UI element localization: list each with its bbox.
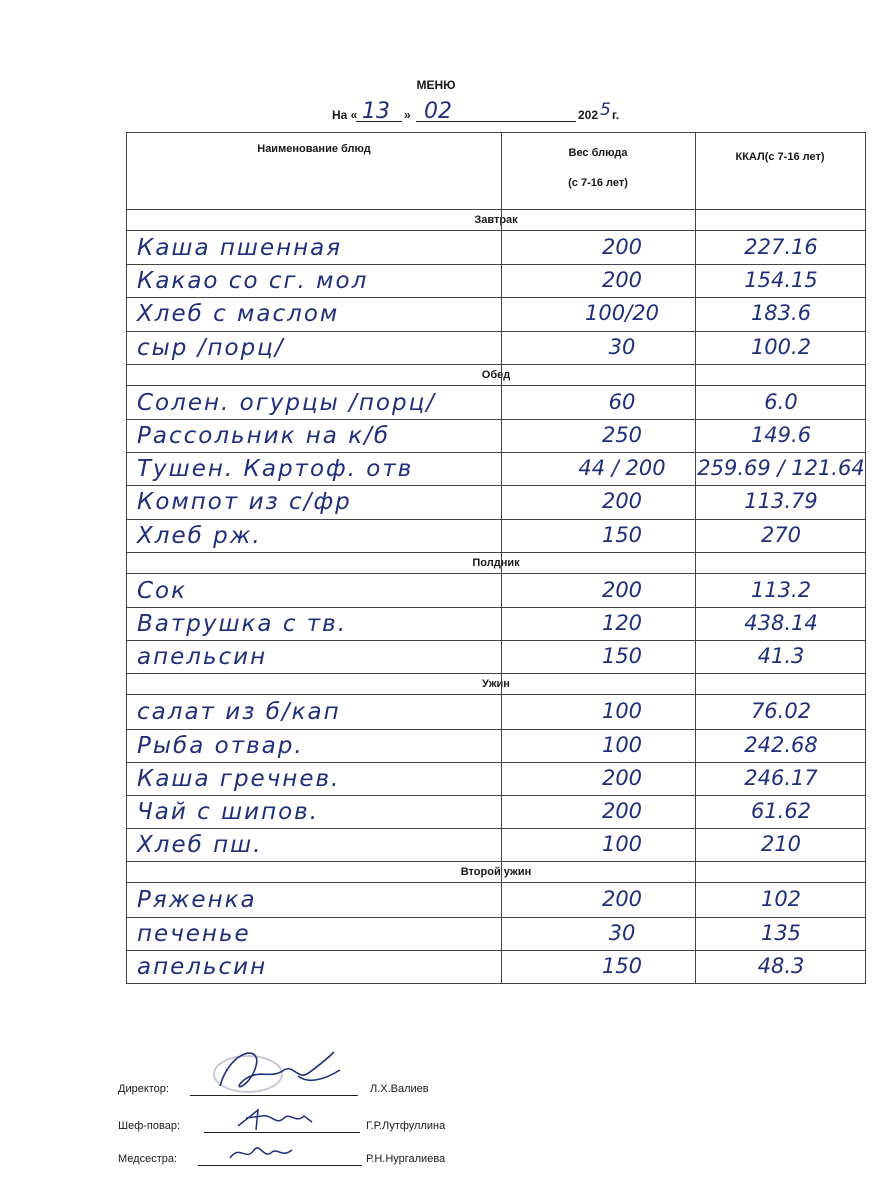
dish-kcal: 438.14	[744, 611, 818, 635]
signature-role: Шеф-повар:	[118, 1120, 180, 1132]
date-year-digit: 5	[600, 100, 611, 120]
dish-name: печенье	[137, 920, 251, 947]
meal-section-title: Завтрак	[127, 209, 865, 231]
dish-kcal: 100.2	[750, 334, 812, 359]
dish-weight: 200	[601, 887, 643, 912]
director-signature	[200, 1040, 360, 1100]
signature-person: Л.Х.Валиев	[370, 1083, 429, 1095]
date-quote-close: »	[404, 108, 411, 122]
signature-role: Медсестра:	[118, 1153, 178, 1165]
date-prefix: На «	[332, 108, 358, 122]
nurse-signature	[226, 1140, 296, 1166]
dish-name: Чай с шипов.	[137, 799, 320, 825]
header-weight: Вес блюда	[568, 147, 628, 159]
dish-kcal: 270	[760, 522, 802, 547]
dish-name: Сок	[137, 577, 188, 604]
dish-weight: 150	[601, 644, 643, 669]
dish-name: апельсин	[137, 644, 268, 671]
dish-kcal: 259.69 / 121.64	[697, 456, 865, 481]
dish-weight: 60	[608, 389, 636, 414]
dish-name: Компот из с/фр	[137, 489, 352, 516]
date-year-prefix: 202	[578, 108, 599, 122]
dish-name: салат из б/кап	[137, 699, 341, 726]
date-month: 02	[424, 99, 452, 124]
dish-kcal: 135	[760, 920, 802, 945]
dish-weight: 250	[601, 423, 643, 447]
dish-kcal: 154.15	[744, 268, 818, 293]
dish-weight: 30	[608, 334, 636, 359]
dish-weight: 150	[601, 522, 643, 547]
dish-weight: 44 / 200	[578, 456, 666, 481]
header-name: Наименование блюд	[257, 143, 371, 155]
date-suffix: г.	[612, 108, 620, 122]
dish-kcal: 113.2	[750, 577, 812, 602]
dish-kcal: 149.6	[750, 423, 812, 447]
dish-name: сыр /порц/	[137, 334, 285, 361]
dish-kcal: 210	[760, 832, 802, 857]
dish-weight: 200	[601, 489, 643, 514]
dish-name: Хлеб рж.	[137, 522, 262, 549]
dish-kcal: 41.3	[757, 644, 805, 669]
dish-weight: 120	[601, 611, 643, 635]
dish-name: Тушен. Картоф. отв	[137, 456, 414, 483]
dish-weight: 200	[601, 577, 643, 602]
dish-name: Каша пшенная	[137, 235, 343, 261]
dish-kcal: 6.0	[764, 389, 798, 414]
dish-weight: 200	[601, 765, 643, 790]
header-weight-sub: (с 7-16 лет)	[568, 177, 628, 189]
date-day: 13	[362, 99, 390, 124]
dish-weight: 100	[601, 732, 643, 757]
signature-person: Г.Р.Лутфуллина	[366, 1120, 446, 1132]
signature-person: Р.Н.Нургалиева	[366, 1153, 446, 1165]
dish-kcal: 76.02	[750, 699, 812, 724]
dish-name: Рыба отвар.	[137, 732, 304, 759]
signature-role: Директор:	[118, 1083, 169, 1095]
menu-table	[126, 132, 866, 984]
dish-kcal: 61.62	[750, 799, 812, 823]
dish-name: апельсин	[137, 953, 268, 980]
dish-name: Ряженка	[137, 887, 257, 914]
header-kcal: ККАЛ(с 7-16 лет)	[735, 151, 825, 163]
dish-name: Какао со сг. мол	[137, 268, 369, 295]
chef-signature	[232, 1104, 322, 1134]
dish-kcal: 246.17	[744, 765, 818, 790]
dish-weight: 100/20	[585, 301, 659, 326]
dish-kcal: 183.6	[750, 301, 812, 326]
dish-weight: 200	[601, 799, 643, 823]
dish-kcal: 113.79	[744, 489, 818, 514]
meal-section-title: Обед	[127, 364, 865, 386]
dish-weight: 200	[601, 235, 643, 259]
dish-name: Каша гречнев.	[137, 765, 341, 792]
meal-section-title: Второй ужин	[127, 861, 865, 883]
dish-weight: 100	[601, 699, 643, 724]
dish-kcal: 227.16	[744, 235, 818, 259]
dish-name: Хлеб пш.	[137, 832, 263, 859]
dish-weight: 200	[601, 268, 643, 293]
dish-weight: 30	[608, 920, 636, 945]
dish-weight: 150	[601, 953, 643, 978]
dish-kcal: 102	[760, 887, 802, 912]
dish-name: Хлеб с маслом	[137, 301, 340, 328]
dish-weight: 100	[601, 832, 643, 857]
meal-section-title: Полдник	[127, 552, 865, 574]
dish-name: Рассольник на к/б	[137, 423, 391, 449]
dish-name: Солен. огурцы /порц/	[137, 389, 436, 416]
dish-kcal: 242.68	[744, 732, 818, 757]
menu-title: МЕНЮ	[416, 78, 456, 92]
meal-section-title: Ужин	[127, 673, 865, 695]
dish-kcal: 48.3	[757, 953, 805, 978]
dish-name: Ватрушка с тв.	[137, 611, 348, 637]
